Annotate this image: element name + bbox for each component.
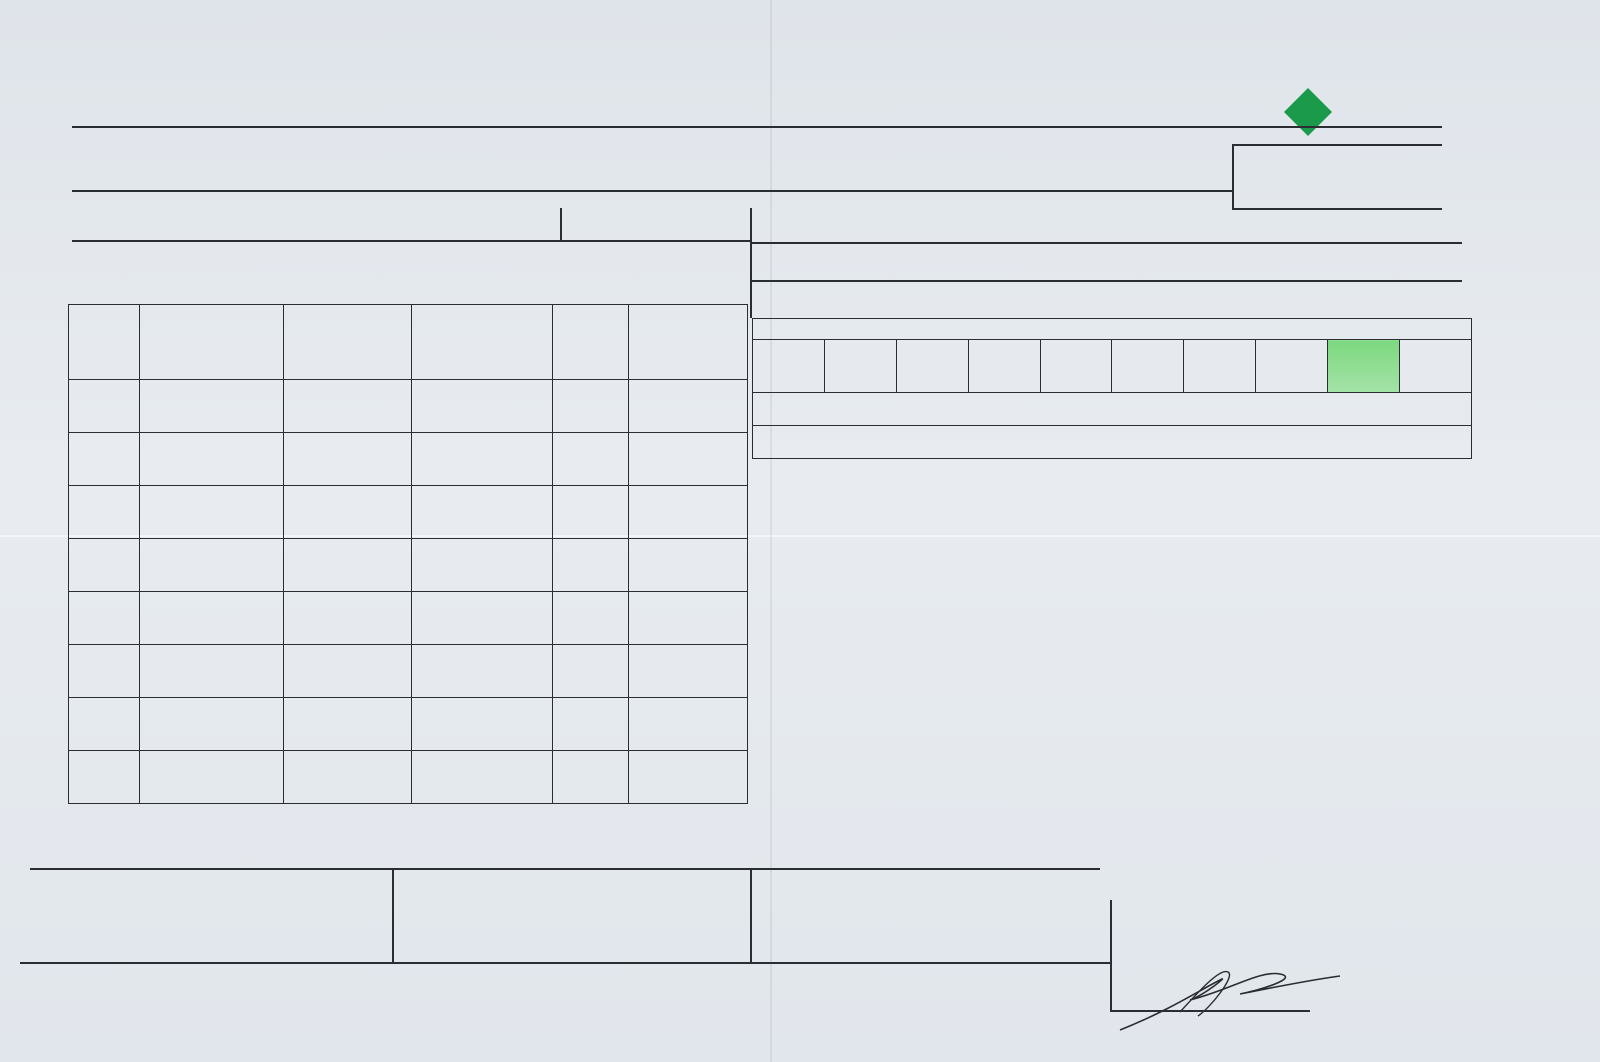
tolerance-cell — [629, 433, 748, 486]
title-rule — [72, 126, 1442, 128]
nominal-cell — [412, 751, 552, 804]
customer-rule — [752, 242, 1462, 244]
characteristic-cell — [139, 698, 283, 751]
abbreviation-cell — [283, 751, 412, 804]
abbreviation-cell — [283, 539, 412, 592]
paper-fold-vertical — [770, 0, 772, 1062]
abbreviation-cell — [283, 698, 412, 751]
bearing-number-row — [753, 340, 1472, 393]
bearing-number-65 — [753, 340, 825, 393]
tolerance-cell — [629, 751, 748, 804]
characteristic-cell — [139, 380, 283, 433]
signature-scribble-icon — [1110, 950, 1350, 1040]
pos-cell — [69, 433, 140, 486]
pos-cell — [69, 645, 140, 698]
abbreviation-cell — [283, 433, 412, 486]
tolerance-cell — [629, 486, 748, 539]
subtitle-rule — [72, 190, 1232, 192]
characteristic-cell — [139, 486, 283, 539]
nominal-cell — [412, 645, 552, 698]
unit-cell — [552, 539, 629, 592]
bearing-number-66 — [824, 340, 896, 393]
characteristic-cell — [139, 433, 283, 486]
characteristics-header-row — [69, 305, 748, 380]
an-to-box-left — [1232, 144, 1234, 208]
unit-cell — [552, 486, 629, 539]
tolerance-cell — [629, 592, 748, 645]
design-rule — [72, 240, 752, 242]
abbreviation-cell — [283, 645, 412, 698]
table-row — [69, 698, 748, 751]
table-row — [69, 380, 748, 433]
an-to-box-top — [1232, 144, 1442, 146]
table-row — [69, 539, 748, 592]
design-divider — [560, 208, 562, 240]
unit-cell — [552, 751, 629, 804]
pos-cell — [69, 698, 140, 751]
nominal-cell — [412, 539, 552, 592]
pos-cell — [69, 592, 140, 645]
abbreviation-cell — [283, 592, 412, 645]
characteristic-cell — [139, 751, 283, 804]
abbreviation-cell — [283, 486, 412, 539]
tolerance-cell — [629, 380, 748, 433]
tolerance-cell — [629, 698, 748, 751]
unit-cell — [552, 592, 629, 645]
characteristic-cell — [139, 539, 283, 592]
characteristic-cell — [139, 645, 283, 698]
nominal-cell — [412, 433, 552, 486]
footer-divider-2 — [750, 868, 752, 962]
nominal-cell — [412, 592, 552, 645]
ina-fag-logo — [1282, 86, 1462, 142]
pos-cell — [69, 486, 140, 539]
unit-cell — [552, 380, 629, 433]
table-row — [69, 486, 748, 539]
an-to-box-bottom — [1232, 208, 1442, 210]
footer-de-row — [753, 393, 1472, 426]
nominal-cell — [412, 698, 552, 751]
characteristics-table — [68, 304, 748, 804]
characteristic-cell — [139, 592, 283, 645]
nominal-cell — [412, 380, 552, 433]
table-row — [69, 751, 748, 804]
footer-en-row — [753, 426, 1472, 459]
bearing-number-69 — [1040, 340, 1112, 393]
production-rule — [752, 280, 1462, 282]
bearing-number-74 — [1400, 340, 1472, 393]
footer-divider-1 — [392, 868, 394, 962]
bearing-number-73 — [1328, 340, 1400, 393]
tolerance-cell — [629, 539, 748, 592]
bearing-number-71 — [1184, 340, 1256, 393]
unit-cell — [552, 645, 629, 698]
table-row — [69, 645, 748, 698]
pos-cell — [69, 539, 140, 592]
continuous-number-caption-row — [753, 319, 1472, 340]
meta-divider — [750, 208, 752, 318]
measurements-table — [752, 318, 1472, 459]
unit-cell — [552, 433, 629, 486]
footer-top-rule — [30, 868, 1100, 870]
continuous-number-caption — [753, 319, 1472, 340]
bearing-number-72 — [1256, 340, 1328, 393]
pos-cell — [69, 380, 140, 433]
table-row — [69, 592, 748, 645]
tolerance-cell — [629, 645, 748, 698]
footer-en-text — [753, 426, 1472, 459]
bearing-number-70 — [1112, 340, 1184, 393]
bearing-number-67 — [896, 340, 968, 393]
pos-cell — [69, 751, 140, 804]
abbreviation-cell — [283, 380, 412, 433]
table-row — [69, 433, 748, 486]
unit-cell — [552, 698, 629, 751]
footer-bottom-rule — [20, 962, 1110, 964]
footer-de-text — [753, 393, 1472, 426]
ina-logo-icon — [1282, 86, 1334, 138]
bearing-number-68 — [968, 340, 1040, 393]
nominal-cell — [412, 486, 552, 539]
